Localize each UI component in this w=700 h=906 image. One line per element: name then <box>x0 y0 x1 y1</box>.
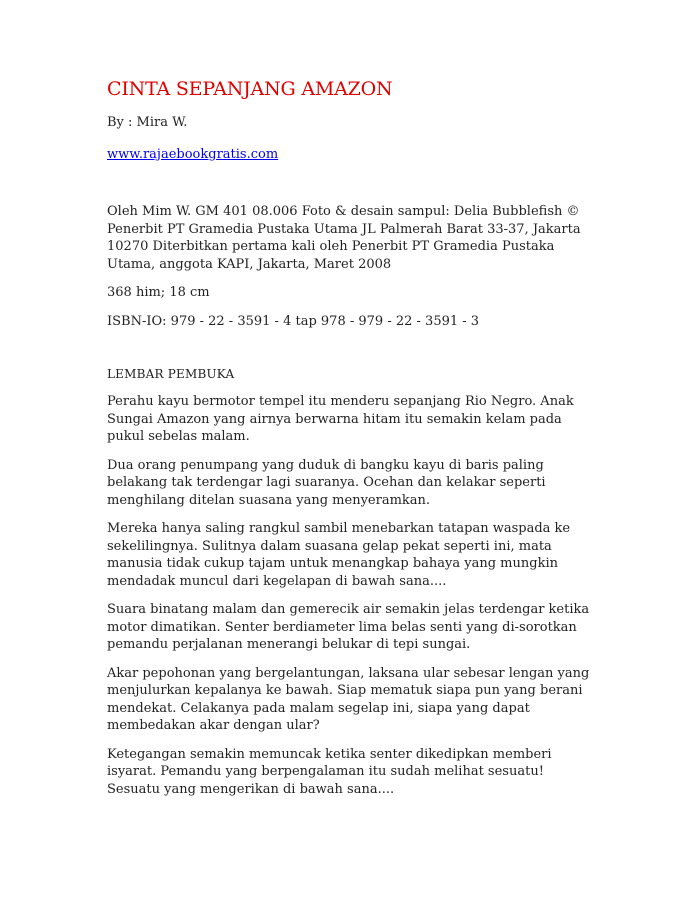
book-title: CINTA SEPANJANG AMAZON <box>107 78 393 100</box>
document-page <box>107 76 597 809</box>
paragraph: Perahu kayu bermotor tempel itu menderu sepanjang Rio Negro. Anak Sungai Amazon yang airnya berwarna hitam itu semakin kelam pada pukul sebelas malam. <box>107 394 574 444</box>
paragraph: Dua orang penumpang yang duduk di bangku kayu di baris paling belakang tak terdengar lagi suaranya. Ocehan dan kelakar seperti menghilang ditelan suasana yang menyeramkan. <box>107 457 546 508</box>
colophon-text: Oleh Mim W. GM 401 08.006 Foto & desain sampul: Delia Bubblefish © Penerbit PT Gramedia Pustaka Utama JL Palmerah Barat 33-37, Jakarta 10270 Diterbitkan pertama kali oleh Penerbit PT Gramedia Pustaka Utama, anggota KAPI, Jakarta, Maret 2008 <box>107 204 581 272</box>
paragraph: Ketegangan semakin memuncak ketika senter dikedipkan memberi isyarat. Pemandu yang berpengalaman itu sudah melihat sesuatu! Sesuatu yang mengerikan di bawah sana.... <box>107 746 552 797</box>
isbn-text: ISBN-IO: 979 - 22 - 3591 - 4 tap 978 - 979 - 22 - 3591 - 3 <box>107 313 480 329</box>
paragraph: Suara binatang malam dan gemerecik air semakin jelas terdengar ketika motor dimatikan. Senter berdiameter lima belas senti yang di-sorotkan pemandu perjalanan menerangi belukar di tepi sungai. <box>107 602 590 652</box>
paragraph: Mereka hanya saling rangkul sambil menebarkan tatapan waspada ke sekelilingnya. Sulitnya dalam suasana gelap pekat seperti ini, mata manusia tidak cukup tajam untuk menangkap bahaya yang mungkin mendadak muncul dari kegelapan di bawah sana.... <box>107 521 571 589</box>
author-line: By : Mira W. <box>107 115 188 130</box>
paragraph: Akar pepohonan yang bergelantungan, laksana ular sebesar lengan yang menjulurkan kepalanya ke bawah. Siap mematuk siapa pun yang berani mendekat. Celakanya pada malam segelap ini, siapa yang dapat membedakan akar dengan ular? <box>107 665 590 733</box>
page-count-text: 368 him; 18 cm <box>107 285 210 300</box>
website-link[interactable]: www.rajaebookgratis.com <box>107 147 279 162</box>
section-heading: LEMBAR PEMBUKA <box>107 367 235 381</box>
